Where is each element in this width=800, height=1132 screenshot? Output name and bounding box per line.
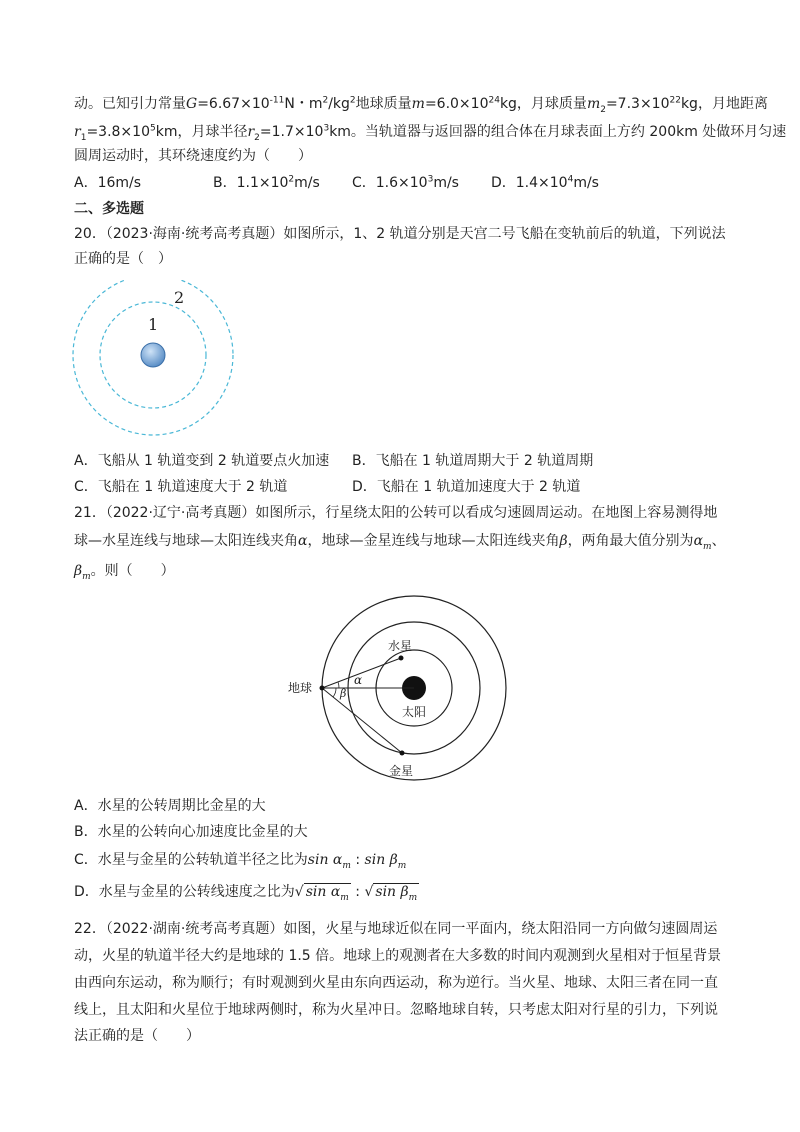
q22-stem-line-1: 22．（2022·湖南·统考高考真题）如图，火星与地球近似在同一平面内，绕太阳沿同一方向做匀速圆周运 <box>74 921 718 937</box>
mercury-dot <box>399 656 404 661</box>
q22-stem-line-4: 线上，且太阳和火星位于地球两侧时，称为火星冲日。忽略地球自转，只考虑太阳对行星的引力，下列说 <box>74 1002 718 1018</box>
q20-option-b[interactable]: B．飞船在 1 轨道周期大于 2 轨道周期 <box>352 453 594 469</box>
q21-option-c[interactable]: C．水星与金星的公转轨道半径之比为$\sin \alpha_m$ : $\sin \beta_m$ <box>74 852 407 871</box>
q20-option-c[interactable]: C．飞船在 1 轨道速度大于 2 轨道 <box>74 479 288 495</box>
section-title: 二、多选题 <box>74 201 144 217</box>
label-venus: 金星 <box>389 764 414 778</box>
q19-line-3: 圆周运动时，其环绕速度约为（ ） <box>74 148 312 164</box>
q20-option-d[interactable]: D．飞船在 1 轨道加速度大于 2 轨道 <box>352 479 581 495</box>
label-alpha: α <box>354 673 363 687</box>
q19-line-1: 动。已知引力常量$G=6.67\times 10^{-11}N$・$m^2/kg^2$地球质量$m=6.0\times 10^{24}kg$，月球质量$m_2=7.3\times 10^{22}kg$，月地距离 <box>74 95 768 115</box>
q19-line-2: $r_1=3.8\times 10^5km$，月球半径$r_2=1.7\times 10^3km$。当轨道器与返回器的组合体在月球表面上方约 200km 处做环月匀速 <box>74 123 787 143</box>
orbit-label-1: 1 <box>148 315 159 334</box>
q20-stem-line-2: 正确的是（ ） <box>74 251 172 267</box>
q21-option-b[interactable]: B．水星的公转向心加速度比金星的大 <box>74 824 308 840</box>
q21-option-a[interactable]: A．水星的公转周期比金星的大 <box>74 798 266 814</box>
q21-stem-line-3: $\beta_m$。则（ ） <box>74 563 175 582</box>
earth-venus-line <box>322 688 402 753</box>
label-beta: β <box>340 687 347 700</box>
q20-option-a[interactable]: A．飞船从 1 轨道变到 2 轨道要点火加速 <box>74 453 330 469</box>
planet-icon <box>141 343 165 367</box>
q21-stem-line-2: 球—水星连线与地球—太阳连线夹角α，地球—金星连线与地球—太阳连线夹角β，两角最大值分别为$\alpha_m$、 <box>74 533 726 552</box>
angle-arc <box>338 682 339 688</box>
q19-option-c[interactable]: C．$1.6\times 10^3m/s$ <box>352 174 459 191</box>
angle-arc-beta <box>333 688 336 697</box>
q21-solar-figure <box>280 595 550 795</box>
q22-stem-line-5: 法正确的是（ ） <box>74 1028 200 1044</box>
label-mercury: 水星 <box>388 639 413 653</box>
q19-option-d[interactable]: D．$1.4\times 10^4m/s$ <box>491 174 599 191</box>
orbit-label-2: 2 <box>174 288 185 307</box>
earth-dot <box>320 686 325 691</box>
q19-option-b[interactable]: B．$1.1\times 10^2m/s$ <box>213 174 320 191</box>
q22-stem-line-2: 动，火星的轨道半径大约是地球的 1.5 倍。地球上的观测者在大多数的时间内观测到火星相对于恒星背景 <box>74 948 722 964</box>
q22-stem-line-3: 由西向东运动，称为顺行；有时观测到火星由东向西运动，称为逆行。当火星、地球、太阳三者在同一直 <box>74 975 718 991</box>
q21-stem-line-1: 21．（2022·辽宁·高考真题）如图所示，行星绕太阳的公转可以看成匀速圆周运动。在地图上容易测得地 <box>74 505 718 521</box>
q20-stem-line-1: 20．（2023·海南·统考高考真题）如图所示，1、2 轨道分别是天宫二号飞船在变轨前后的轨道，下列说法 <box>74 226 726 242</box>
q21-option-d[interactable]: D．水星与金星的公转线速度之比为√ $\sin \alpha_m$ : √ $\sin \beta_m$ <box>74 884 418 903</box>
q20-orbit-figure <box>70 280 240 440</box>
label-earth: 地球 <box>288 681 313 695</box>
label-sun: 太阳 <box>402 705 427 719</box>
q19-option-a[interactable]: A．16m/s <box>74 175 142 191</box>
venus-dot <box>400 751 405 756</box>
